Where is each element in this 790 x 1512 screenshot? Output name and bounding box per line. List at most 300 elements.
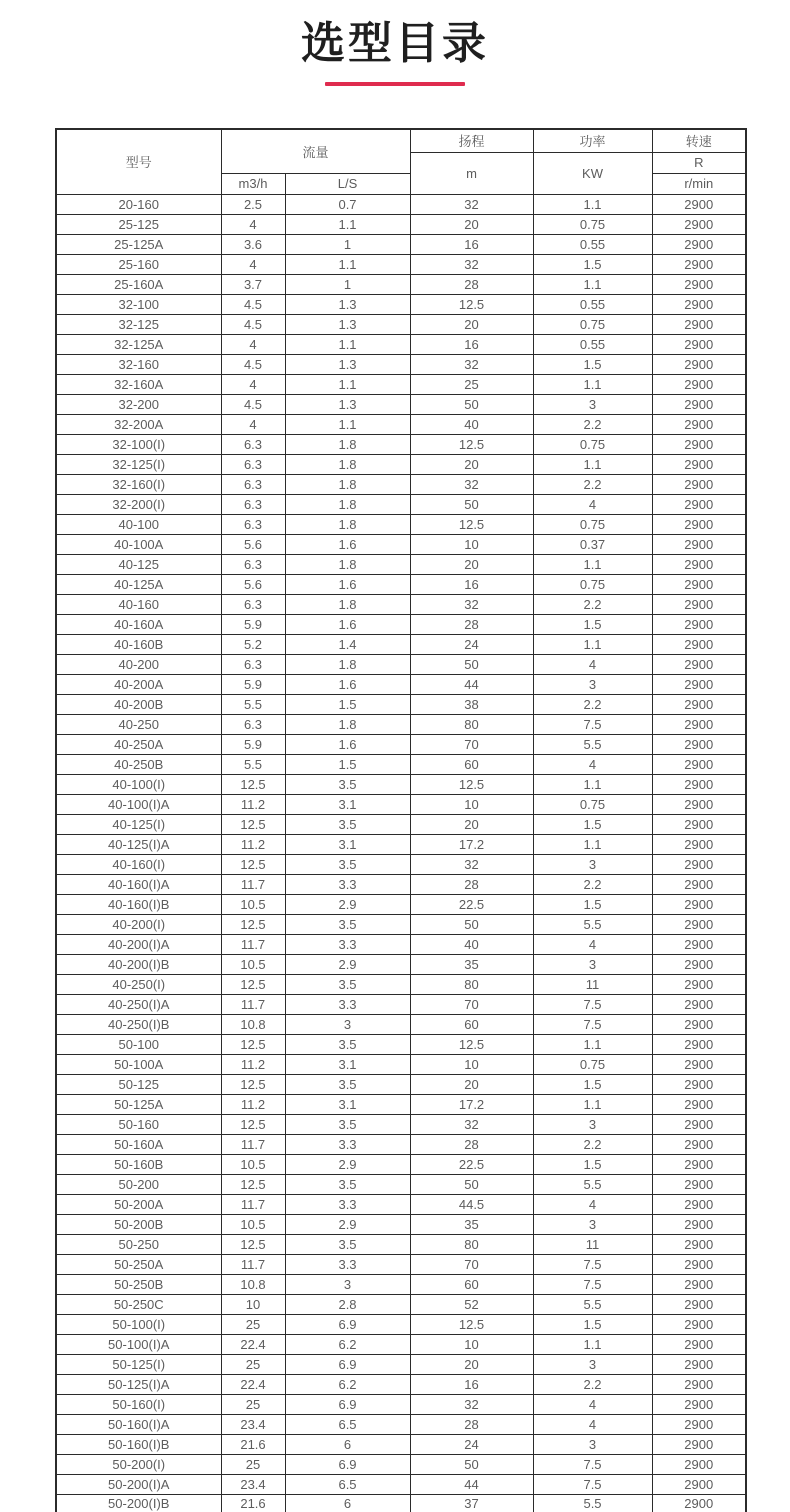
model-cell: 40-250B	[56, 754, 221, 774]
speed-cell: 2900	[652, 1354, 746, 1374]
speed-cell: 2900	[652, 1214, 746, 1234]
power-cell: 1.5	[533, 254, 652, 274]
model-cell: 40-100A	[56, 534, 221, 554]
head-cell: 32	[410, 594, 533, 614]
head-cell: 60	[410, 754, 533, 774]
flow-ls-cell: 0.7	[285, 194, 410, 214]
model-cell: 50-100(I)	[56, 1314, 221, 1334]
speed-cell: 2900	[652, 374, 746, 394]
head-cell: 16	[410, 1374, 533, 1394]
col-header-speed: 转速	[652, 129, 746, 152]
flow-m3h-cell: 22.4	[221, 1334, 285, 1354]
power-cell: 1.1	[533, 454, 652, 474]
power-cell: 3	[533, 1354, 652, 1374]
head-cell: 22.5	[410, 894, 533, 914]
speed-cell: 2900	[652, 914, 746, 934]
model-cell: 50-200B	[56, 1214, 221, 1234]
speed-cell: 2900	[652, 1434, 746, 1454]
power-cell: 7.5	[533, 714, 652, 734]
flow-m3h-cell: 10.8	[221, 1014, 285, 1034]
head-cell: 80	[410, 1234, 533, 1254]
table-row	[56, 1294, 746, 1314]
flow-ls-cell: 3.3	[285, 1134, 410, 1154]
model-cell: 32-200A	[56, 414, 221, 434]
head-cell: 10	[410, 1054, 533, 1074]
power-cell: 4	[533, 494, 652, 514]
model-cell: 32-100(I)	[56, 434, 221, 454]
power-cell: 1.1	[533, 1034, 652, 1054]
head-cell: 52	[410, 1294, 533, 1314]
power-cell: 1.5	[533, 614, 652, 634]
head-cell: 70	[410, 734, 533, 754]
model-cell: 50-160	[56, 1114, 221, 1134]
power-cell: 7.5	[533, 1014, 652, 1034]
table-row	[56, 514, 746, 534]
flow-m3h-cell: 12.5	[221, 814, 285, 834]
power-cell: 7.5	[533, 1454, 652, 1474]
model-cell: 50-200	[56, 1174, 221, 1194]
power-cell: 1.1	[533, 554, 652, 574]
speed-cell: 2900	[652, 474, 746, 494]
col-header-power-unit: KW	[533, 152, 652, 194]
table-row	[56, 1434, 746, 1454]
flow-ls-cell: 3.5	[285, 914, 410, 934]
flow-ls-cell: 1.4	[285, 634, 410, 654]
head-cell: 32	[410, 194, 533, 214]
model-cell: 32-200(I)	[56, 494, 221, 514]
model-cell: 40-200A	[56, 674, 221, 694]
power-cell: 2.2	[533, 694, 652, 714]
flow-m3h-cell: 22.4	[221, 1374, 285, 1394]
power-cell: 7.5	[533, 1254, 652, 1274]
speed-cell: 2900	[652, 974, 746, 994]
table-header	[56, 129, 746, 194]
table-row	[56, 1214, 746, 1234]
flow-ls-cell: 3.1	[285, 794, 410, 814]
head-cell: 20	[410, 314, 533, 334]
table-row	[56, 654, 746, 674]
power-cell: 1.1	[533, 1094, 652, 1114]
speed-cell: 2900	[652, 1314, 746, 1334]
model-cell: 50-100A	[56, 1054, 221, 1074]
flow-ls-cell: 2.9	[285, 1154, 410, 1174]
table-row	[56, 974, 746, 994]
speed-cell: 2900	[652, 614, 746, 634]
speed-cell: 2900	[652, 694, 746, 714]
flow-ls-cell: 6	[285, 1434, 410, 1454]
power-cell: 7.5	[533, 1274, 652, 1294]
speed-cell: 2900	[652, 1254, 746, 1274]
flow-m3h-cell: 12.5	[221, 914, 285, 934]
head-cell: 80	[410, 714, 533, 734]
power-cell: 0.37	[533, 534, 652, 554]
model-cell: 50-160B	[56, 1154, 221, 1174]
power-cell: 11	[533, 1234, 652, 1254]
flow-ls-cell: 3	[285, 1014, 410, 1034]
speed-cell: 2900	[652, 1174, 746, 1194]
speed-cell: 2900	[652, 534, 746, 554]
speed-cell: 2900	[652, 1274, 746, 1294]
flow-ls-cell: 3.5	[285, 1114, 410, 1134]
table-row	[56, 814, 746, 834]
table-row	[56, 1394, 746, 1414]
flow-ls-cell: 1.1	[285, 214, 410, 234]
model-cell: 50-250B	[56, 1274, 221, 1294]
table-row	[56, 1134, 746, 1154]
speed-cell: 2900	[652, 354, 746, 374]
table-row	[56, 254, 746, 274]
col-header-flow-ls: L/S	[285, 173, 410, 194]
flow-ls-cell: 2.8	[285, 1294, 410, 1314]
flow-m3h-cell: 5.2	[221, 634, 285, 654]
flow-ls-cell: 1.6	[285, 574, 410, 594]
head-cell: 50	[410, 654, 533, 674]
flow-m3h-cell: 11.7	[221, 874, 285, 894]
speed-cell: 2900	[652, 1334, 746, 1354]
flow-m3h-cell: 25	[221, 1454, 285, 1474]
model-cell: 40-160A	[56, 614, 221, 634]
model-cell: 50-160(I)	[56, 1394, 221, 1414]
model-cell: 50-125	[56, 1074, 221, 1094]
head-cell: 24	[410, 634, 533, 654]
power-cell: 7.5	[533, 1474, 652, 1494]
head-cell: 50	[410, 1174, 533, 1194]
selection-table	[55, 128, 747, 1512]
page-title: 选型目录	[301, 19, 489, 68]
flow-ls-cell: 3.5	[285, 814, 410, 834]
flow-m3h-cell: 4	[221, 374, 285, 394]
col-header-head-unit: m	[410, 152, 533, 194]
model-cell: 50-200(I)	[56, 1454, 221, 1474]
table-row	[56, 1374, 746, 1394]
col-header-head: 扬程	[410, 129, 533, 152]
table-row	[56, 1054, 746, 1074]
title-underline	[325, 82, 465, 86]
model-cell: 50-125(I)	[56, 1354, 221, 1374]
power-cell: 4	[533, 1194, 652, 1214]
speed-cell: 2900	[652, 1474, 746, 1494]
flow-ls-cell: 1.8	[285, 434, 410, 454]
head-cell: 10	[410, 534, 533, 554]
speed-cell: 2900	[652, 874, 746, 894]
flow-ls-cell: 1.6	[285, 734, 410, 754]
flow-ls-cell: 1.8	[285, 454, 410, 474]
head-cell: 20	[410, 1354, 533, 1374]
power-cell: 5.5	[533, 734, 652, 754]
table-row	[56, 554, 746, 574]
head-cell: 22.5	[410, 1154, 533, 1174]
flow-m3h-cell: 6.3	[221, 714, 285, 734]
flow-m3h-cell: 4.5	[221, 294, 285, 314]
model-cell: 25-125	[56, 214, 221, 234]
head-cell: 35	[410, 954, 533, 974]
speed-cell: 2900	[652, 494, 746, 514]
speed-cell: 2900	[652, 1494, 746, 1512]
flow-ls-cell: 1.8	[285, 474, 410, 494]
speed-cell: 2900	[652, 794, 746, 814]
speed-cell: 2900	[652, 1074, 746, 1094]
model-cell: 32-160	[56, 354, 221, 374]
power-cell: 0.75	[533, 1054, 652, 1074]
head-cell: 10	[410, 1334, 533, 1354]
head-cell: 12.5	[410, 514, 533, 534]
head-cell: 12.5	[410, 774, 533, 794]
speed-cell: 2900	[652, 1394, 746, 1414]
power-cell: 0.75	[533, 514, 652, 534]
table-row	[56, 1114, 746, 1134]
flow-m3h-cell: 4	[221, 214, 285, 234]
model-cell: 32-160(I)	[56, 474, 221, 494]
head-cell: 12.5	[410, 1034, 533, 1054]
model-cell: 40-200(I)A	[56, 934, 221, 954]
power-cell: 4	[533, 1394, 652, 1414]
head-cell: 17.2	[410, 1094, 533, 1114]
flow-m3h-cell: 11.7	[221, 934, 285, 954]
power-cell: 1.1	[533, 194, 652, 214]
head-cell: 28	[410, 274, 533, 294]
model-cell: 50-200A	[56, 1194, 221, 1214]
flow-m3h-cell: 11.2	[221, 1054, 285, 1074]
speed-cell: 2900	[652, 254, 746, 274]
flow-m3h-cell: 12.5	[221, 854, 285, 874]
flow-m3h-cell: 12.5	[221, 1114, 285, 1134]
table-row	[56, 1354, 746, 1374]
head-cell: 16	[410, 234, 533, 254]
flow-m3h-cell: 23.4	[221, 1474, 285, 1494]
table-row	[56, 454, 746, 474]
model-cell: 50-160(I)B	[56, 1434, 221, 1454]
flow-m3h-cell: 4.5	[221, 314, 285, 334]
model-cell: 40-125(I)A	[56, 834, 221, 854]
table-row	[56, 854, 746, 874]
power-cell: 3	[533, 1434, 652, 1454]
speed-cell: 2900	[652, 1194, 746, 1214]
head-cell: 40	[410, 414, 533, 434]
flow-m3h-cell: 5.9	[221, 614, 285, 634]
power-cell: 3	[533, 854, 652, 874]
speed-cell: 2900	[652, 994, 746, 1014]
table-row	[56, 634, 746, 654]
flow-m3h-cell: 6.3	[221, 594, 285, 614]
col-header-model: 型号	[56, 129, 221, 194]
speed-cell: 2900	[652, 734, 746, 754]
flow-m3h-cell: 11.7	[221, 994, 285, 1014]
flow-ls-cell: 3.3	[285, 934, 410, 954]
table-row	[56, 1014, 746, 1034]
speed-cell: 2900	[652, 214, 746, 234]
model-cell: 32-125(I)	[56, 454, 221, 474]
table-row	[56, 414, 746, 434]
head-cell: 25	[410, 374, 533, 394]
speed-cell: 2900	[652, 1454, 746, 1474]
head-cell: 20	[410, 814, 533, 834]
model-cell: 40-100(I)	[56, 774, 221, 794]
power-cell: 1.5	[533, 814, 652, 834]
table-row	[56, 914, 746, 934]
power-cell: 0.55	[533, 234, 652, 254]
power-cell: 1.1	[533, 834, 652, 854]
model-cell: 40-100(I)A	[56, 794, 221, 814]
power-cell: 5.5	[533, 1174, 652, 1194]
speed-cell: 2900	[652, 194, 746, 214]
head-cell: 35	[410, 1214, 533, 1234]
power-cell: 0.55	[533, 294, 652, 314]
table-row	[56, 734, 746, 754]
head-cell: 80	[410, 974, 533, 994]
power-cell: 0.75	[533, 214, 652, 234]
table-row	[56, 1154, 746, 1174]
speed-cell: 2900	[652, 1054, 746, 1074]
power-cell: 2.2	[533, 1134, 652, 1154]
speed-cell: 2900	[652, 1294, 746, 1314]
flow-ls-cell: 6.5	[285, 1474, 410, 1494]
flow-m3h-cell: 4	[221, 334, 285, 354]
head-cell: 12.5	[410, 1314, 533, 1334]
model-cell: 32-200	[56, 394, 221, 414]
power-cell: 5.5	[533, 914, 652, 934]
speed-cell: 2900	[652, 634, 746, 654]
flow-m3h-cell: 4	[221, 414, 285, 434]
flow-ls-cell: 1.1	[285, 334, 410, 354]
table-row	[56, 894, 746, 914]
speed-cell: 2900	[652, 934, 746, 954]
flow-ls-cell: 1.8	[285, 594, 410, 614]
table-row	[56, 1474, 746, 1494]
flow-m3h-cell: 11.7	[221, 1254, 285, 1274]
speed-cell: 2900	[652, 714, 746, 734]
speed-cell: 2900	[652, 454, 746, 474]
flow-ls-cell: 1.3	[285, 354, 410, 374]
model-cell: 50-100(I)A	[56, 1334, 221, 1354]
flow-ls-cell: 6.2	[285, 1334, 410, 1354]
head-cell: 70	[410, 1254, 533, 1274]
head-cell: 37	[410, 1494, 533, 1512]
head-cell: 28	[410, 1134, 533, 1154]
power-cell: 11	[533, 974, 652, 994]
flow-m3h-cell: 4.5	[221, 354, 285, 374]
speed-cell: 2900	[652, 1374, 746, 1394]
speed-cell: 2900	[652, 654, 746, 674]
model-cell: 40-250(I)B	[56, 1014, 221, 1034]
flow-m3h-cell: 21.6	[221, 1434, 285, 1454]
flow-m3h-cell: 5.5	[221, 754, 285, 774]
head-cell: 70	[410, 994, 533, 1014]
power-cell: 0.55	[533, 334, 652, 354]
speed-cell: 2900	[652, 574, 746, 594]
model-cell: 20-160	[56, 194, 221, 214]
model-cell: 40-100	[56, 514, 221, 534]
flow-m3h-cell: 12.5	[221, 1234, 285, 1254]
table-row	[56, 474, 746, 494]
speed-cell: 2900	[652, 954, 746, 974]
power-cell: 5.5	[533, 1294, 652, 1314]
head-cell: 60	[410, 1014, 533, 1034]
speed-cell: 2900	[652, 814, 746, 834]
flow-m3h-cell: 6.3	[221, 514, 285, 534]
table-row	[56, 774, 746, 794]
flow-m3h-cell: 5.6	[221, 534, 285, 554]
flow-ls-cell: 3.3	[285, 874, 410, 894]
speed-cell: 2900	[652, 554, 746, 574]
table-row	[56, 614, 746, 634]
model-cell: 40-160B	[56, 634, 221, 654]
table-row	[56, 954, 746, 974]
head-cell: 32	[410, 474, 533, 494]
flow-ls-cell: 1.8	[285, 654, 410, 674]
flow-ls-cell: 3.3	[285, 1194, 410, 1214]
model-cell: 50-125(I)A	[56, 1374, 221, 1394]
speed-cell: 2900	[652, 334, 746, 354]
power-cell: 1.1	[533, 774, 652, 794]
speed-cell: 2900	[652, 1034, 746, 1054]
flow-ls-cell: 3.5	[285, 1174, 410, 1194]
head-cell: 28	[410, 614, 533, 634]
flow-ls-cell: 1.6	[285, 674, 410, 694]
col-header-flow-m3h: m3/h	[221, 173, 285, 194]
flow-m3h-cell: 25	[221, 1354, 285, 1374]
speed-cell: 2900	[652, 274, 746, 294]
table-row	[56, 1414, 746, 1434]
model-cell: 40-125	[56, 554, 221, 574]
speed-cell: 2900	[652, 414, 746, 434]
col-header-power: 功率	[533, 129, 652, 152]
flow-ls-cell: 1	[285, 234, 410, 254]
model-cell: 40-200B	[56, 694, 221, 714]
speed-cell: 2900	[652, 834, 746, 854]
power-cell: 0.75	[533, 434, 652, 454]
flow-ls-cell: 6.5	[285, 1414, 410, 1434]
model-cell: 40-160	[56, 594, 221, 614]
model-cell: 40-200	[56, 654, 221, 674]
head-cell: 38	[410, 694, 533, 714]
flow-ls-cell: 3	[285, 1274, 410, 1294]
model-cell: 50-160(I)A	[56, 1414, 221, 1434]
power-cell: 4	[533, 654, 652, 674]
flow-m3h-cell: 10	[221, 1294, 285, 1314]
head-cell: 10	[410, 794, 533, 814]
flow-ls-cell: 2.9	[285, 894, 410, 914]
table-row	[56, 574, 746, 594]
model-cell: 40-160(I)B	[56, 894, 221, 914]
flow-ls-cell: 1.1	[285, 254, 410, 274]
flow-m3h-cell: 4.5	[221, 394, 285, 414]
flow-m3h-cell: 11.2	[221, 834, 285, 854]
head-cell: 16	[410, 574, 533, 594]
model-cell: 40-125(I)	[56, 814, 221, 834]
table-row	[56, 834, 746, 854]
table-row	[56, 374, 746, 394]
power-cell: 2.2	[533, 1374, 652, 1394]
table-row	[56, 994, 746, 1014]
flow-m3h-cell: 25	[221, 1314, 285, 1334]
table-row	[56, 434, 746, 454]
flow-ls-cell: 3.5	[285, 774, 410, 794]
table-row	[56, 1254, 746, 1274]
table-row	[56, 294, 746, 314]
table-row	[56, 1074, 746, 1094]
power-cell: 0.75	[533, 574, 652, 594]
head-cell: 32	[410, 354, 533, 374]
speed-cell: 2900	[652, 314, 746, 334]
table-row	[56, 214, 746, 234]
power-cell: 3	[533, 394, 652, 414]
flow-ls-cell: 3.1	[285, 1054, 410, 1074]
flow-ls-cell: 3.3	[285, 994, 410, 1014]
head-cell: 28	[410, 874, 533, 894]
speed-cell: 2900	[652, 434, 746, 454]
model-cell: 50-200(I)B	[56, 1494, 221, 1512]
power-cell: 1.5	[533, 894, 652, 914]
